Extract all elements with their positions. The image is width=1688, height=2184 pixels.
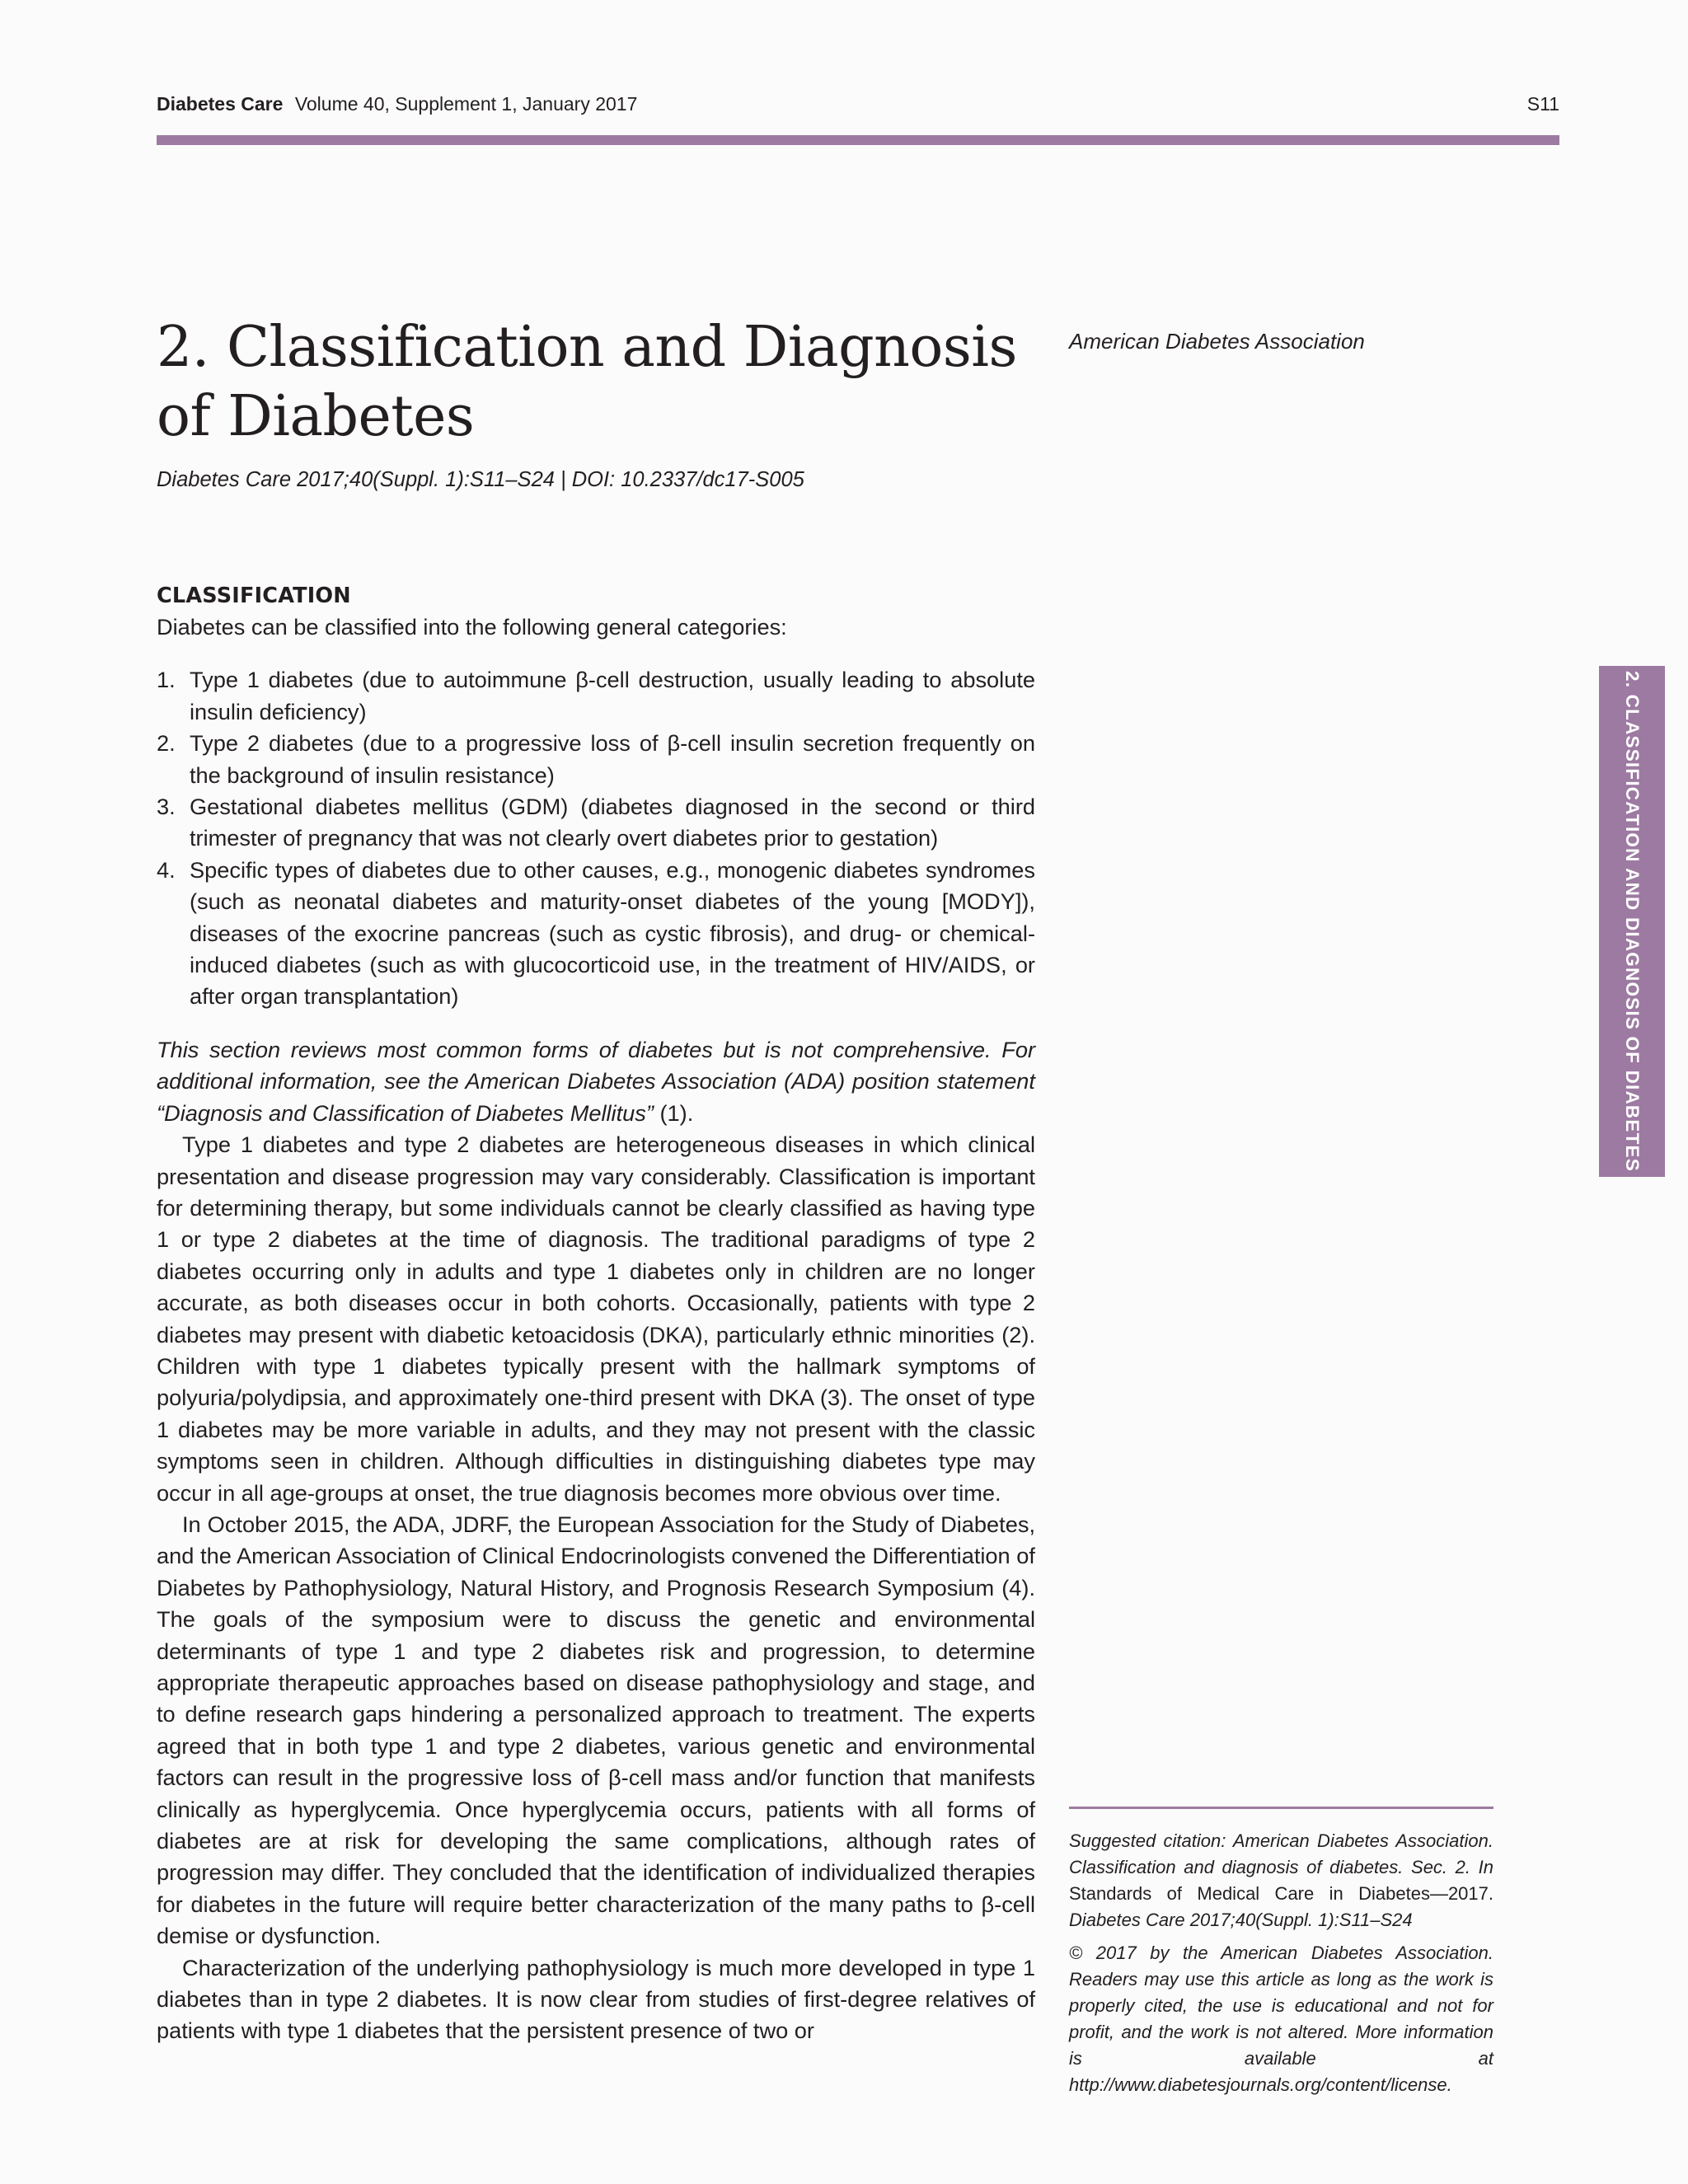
body-paragraph-2: In October 2015, the ADA, JDRF, the European Association for the Study of Diabetes, and the American Association of Clinical Endocrinologists convened the Differentiation of Diabetes by Pathophysiology, Natural History, and Prognosis Research Symposium (4). The goals of the symposium were to discuss the genetic and environmental determinants of type 1 and type 2 diabetes risk and progression, to determine appropriate therapeutic approaches based on disease pathophysiology and stage, and to define research gaps hindering a personalized approach to treatment. The experts agreed that in both type 1 and type 2 diabetes, various genetic and environmental factors can result in the progressive loss of β-cell mass and/or function that manifests clinically as hyperglycemia. Once hyperglycemia occurs, patients with all forms of diabetes are at risk for developing the same complications, although rates of progression may differ. They concluded that the identification of individualized therapies for diabetes in the future will require better characterization of the many paths to β-cell demise or dysfunction. bbox=[157, 1511, 1035, 1949]
scope-note bbox=[157, 1034, 1035, 1129]
suggested-citation bbox=[1069, 1828, 1493, 1933]
title-line-1: 2. Classification and Diagnosis bbox=[157, 315, 1017, 380]
main-column bbox=[157, 580, 1035, 2047]
page-number: S11 bbox=[1526, 93, 1559, 115]
scope-note-text: This section reviews most common forms of diabetes but is not comprehensive. For additional information, see the American Diabetes Association (ADA) position statement “Diagnosis and Classification of Diabetes Mellitus” bbox=[157, 1036, 1035, 1126]
list-item bbox=[157, 855, 1035, 1013]
category-list bbox=[157, 664, 1035, 1012]
citation-doi-line: Diabetes Care 2017;40(Suppl. 1):S11–S24 | DOI: 10.2337/dc17-S005 bbox=[157, 468, 804, 491]
journal-name: Diabetes Care bbox=[157, 93, 284, 115]
issue-info: Volume 40, Supplement 1, January 2017 bbox=[294, 93, 638, 115]
article-title bbox=[157, 313, 1030, 452]
list-number: 2. bbox=[157, 730, 176, 757]
running-head bbox=[157, 92, 1559, 115]
citation-sidebar bbox=[1069, 1828, 1493, 2098]
sidebar-rule bbox=[1069, 1807, 1493, 1809]
body-paragraph-1: Type 1 diabetes and type 2 diabetes are heterogeneous diseases in which clinical presentation and disease progression may vary considerably. Classification is important for determining therapy, but some individuals cannot be clearly classified as having type 1 or type 2 diabetes at the time of diagnosis. The traditional paradigms of type 2 diabetes occurring only in adults and type 1 diabetes only in children are no longer accurate, as both diseases occur in both cohorts. Occasionally, patients with type 2 diabetes may present with diabetic ketoacidosis (DKA), particularly ethnic minorities (2). Children with type 1 diabetes typically present with the hallmark symptoms of polyuria/polydipsia, and approximately one-third present with DKA (3). The onset of type 1 diabetes may be more variable in adults, and they may not present with the classic symptoms seen in children. Although difficulties in distinguishing diabetes type may occur in all age-groups at onset, the true diagnosis becomes more obvious over time. bbox=[157, 1132, 1035, 1506]
list-text: Type 2 diabetes (due to a progressive loss of β-cell insulin secretion frequently on the background of insulin resistance) bbox=[190, 730, 1035, 788]
author: American Diabetes Association bbox=[1069, 329, 1365, 354]
suggested-citation-c: Diabetes Care 2017;40(Suppl. 1):S11–S24 bbox=[1069, 1910, 1413, 1930]
list-text: Specific types of diabetes due to other causes, e.g., monogenic diabetes syndromes (such as neonatal diabetes and maturity-onset diabetes of the young [MODY]), diseases of the exocrine pancreas (such as cystic fibrosis), and drug- or chemical-induced diabetes (such as with glucocorticoid use, in the treatment of HIV/AIDS, or after organ transplantation) bbox=[190, 856, 1035, 1010]
body-paragraph-3: Characterization of the underlying pathophysiology is much more developed in type 1 diabetes than in type 2 diabetes. It is now clear from studies of first-degree relatives of patients with type 1 diabetes that the persistent presence of two or bbox=[157, 1954, 1035, 2044]
list-text: Gestational diabetes mellitus (GDM) (diabetes diagnosed in the second or third trimester of pregnancy that was not clearly overt diabetes prior to gestation) bbox=[190, 794, 1035, 851]
list-number: 4. bbox=[157, 856, 176, 883]
intro-paragraph: Diabetes can be classified into the following general categories: bbox=[157, 614, 787, 640]
list-item bbox=[157, 791, 1035, 855]
list-item bbox=[157, 664, 1035, 728]
list-text: Type 1 diabetes (due to autoimmune β-cell destruction, usually leading to absolute insulin deficiency) bbox=[190, 667, 1035, 724]
suggested-citation-b: Standards of Medical Care in Diabetes—2017. bbox=[1069, 1883, 1493, 1904]
header-rule bbox=[157, 135, 1559, 145]
title-line-2: of Diabetes bbox=[157, 384, 475, 449]
suggested-citation-a: Suggested citation: American Diabetes Association. Classification and diagnosis of diabetes. Sec. 2. In bbox=[1069, 1830, 1493, 1877]
section-heading: CLASSIFICATION bbox=[157, 583, 351, 608]
section-side-tab-label: 2. CLASSIFICATION AND DIAGNOSIS OF DIABETES bbox=[1622, 671, 1643, 1172]
list-item bbox=[157, 728, 1035, 791]
scope-note-ref: (1). bbox=[653, 1099, 694, 1126]
copyright-notice: © 2017 by the American Diabetes Association. Readers may use this article as long as the work is properly cited, the use is educational and not for profit, and the work is not altered. More information is available at http://www.diabetesjournals.org/content/license. bbox=[1069, 1943, 1493, 2095]
list-number: 1. bbox=[157, 667, 176, 693]
list-number: 3. bbox=[157, 794, 176, 820]
